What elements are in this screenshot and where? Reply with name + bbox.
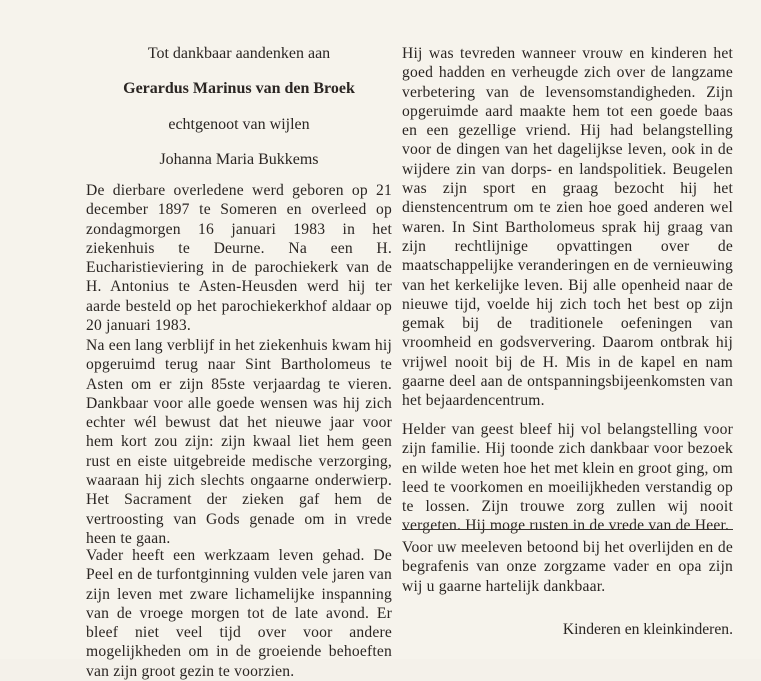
- biography-paragraph-1: De dierbare overledene werd geboren op 21 december 1897 te Someren en overleed op zondagmorgen 16 januari 1983 in het ziekenhuis te Deurne. Na een H. Eucharistieviering in de parochiekerk van de H. Antonius te Asten-Heusden werd hij ter aarde besteld op het parochiekerkhof aldaar op 20 januari 1983.: [86, 182, 392, 335]
- signature: Kinderen en kleinkinderen.: [562, 621, 733, 638]
- deceased-name: Gerardus Marinus van den Broek: [123, 80, 355, 97]
- biography-paragraph-3: Vader heeft een werkzaam leven gehad. De Peel en de turfontginning vulden vele jaren van zijn leven met zware lichamelijke inspanning van de vroege morgen tot de late avond. Er bleef niet veel tijd over voor andere mogelijkheden om in de groeiende behoeften van zijn groot gezin te voorzien.: [86, 547, 392, 680]
- spouse-name: Johanna Maria Bukkems: [159, 151, 319, 168]
- thanks-text: Voor uw meeleven betoond bij het overlijden en de begrafenis van onze zorgzame vader en opa zijn wij u gaarne hartelijk dankbaar.: [402, 539, 733, 595]
- biography-paragraph-2: Na een lang verblijf in het ziekenhuis kwam hij opgeruimd terug naar Sint Bartholomeus te Asten om er zijn 85ste verjaardag te vieren. Dankbaar voor alle goede wensen was hij zich echter wél bewust dat het nieuwe jaar voor hem kort zou zijn: zijn kwaal liet hem geen rust en eiste uitgebreide medische verzorging, waaraan hij zich slechts ongaarne onderwierp. Het Sacrament der zieken gaf hem de vertroosting van Gods genade om in vrede heen te gaan.: [86, 337, 392, 547]
- dedication-line: Tot dankbaar aandenken aan: [147, 45, 331, 62]
- biography-paragraph-5: Helder van geest bleef hij vol belangstelling voor zijn familie. Hij toonde zich dankbaar voor bezoek en wilde weten hoe het met klein en groot ging, om leed te voorkomen en moeilijkheden verstandig op te lossen. Zijn trouwe zorg zullen wij nooit vergeten. Hij moge rusten in de vrede van de Heer.: [402, 421, 733, 535]
- section-divider: [402, 529, 733, 530]
- biography-paragraph-4: Hij was tevreden wanneer vrouw en kinderen het goed hadden en verheugde zich over de langzame verbetering van de levensomstandigheden. Zijn opgeruimde aard maakte hem tot een goede baas en een gezellige vriend. Hij had belangstelling voor de dingen van het dagelijkse leven, ook in de wijdere zin van dorps- en landspolitiek. Beugelen was zijn sport en graag bezocht hij het dienstencentrum om te zien hoe goed anderen wel waren. In Sint Bartholomeus sprak hij graag van zijn rechtlijnige opvattingen over de maatschappelijke veranderingen en de vernieuwing van het kerkelijke leven. Bij alle openheid naar de nieuwe tijd, voelde hij zich toch het best op zijn gemak bij de traditionele oefeningen van vroomheid en godsververing. Daarom ontbrak hij vrijwel nooit bij de H. Mis in de kapel en nam gaarne deel aan de ontspanningsbijeenkomsten van het bejaardencentrum.: [402, 45, 733, 410]
- spouse-relation: echtgenoot van wijlen: [168, 116, 310, 133]
